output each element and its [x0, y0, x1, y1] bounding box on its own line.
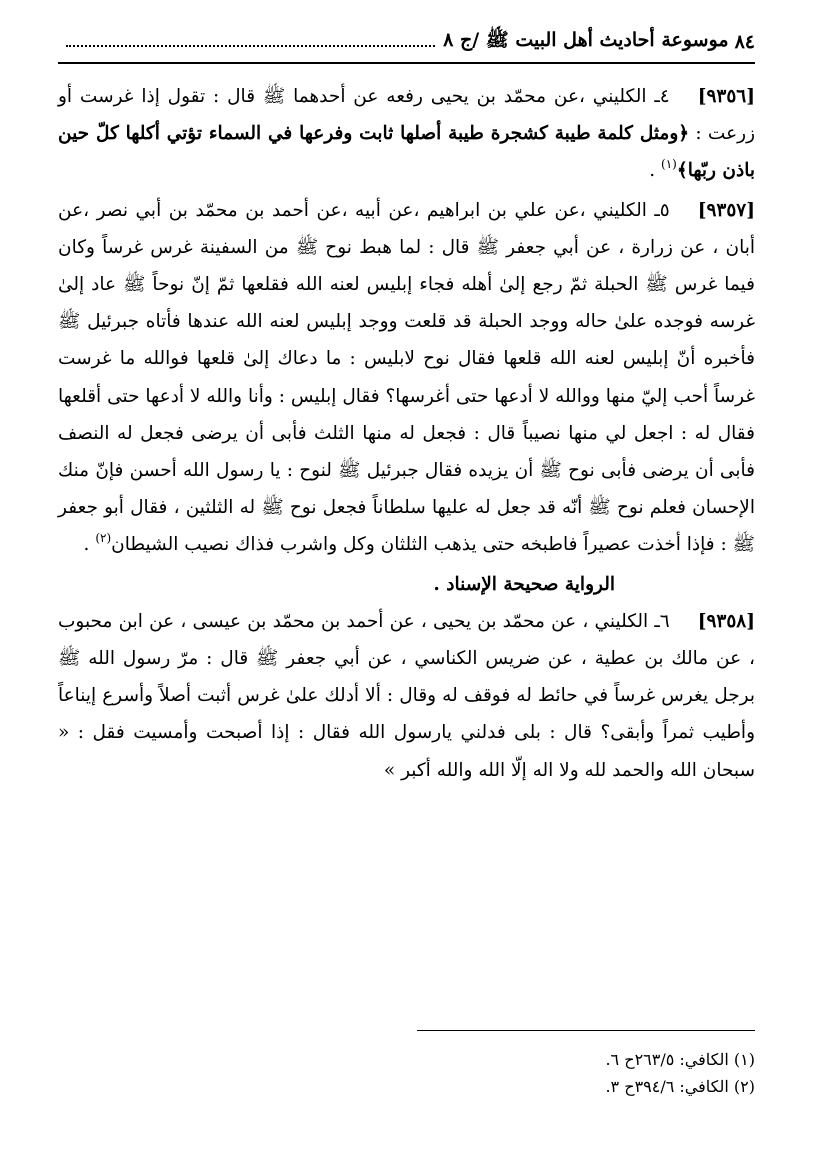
- hadith-9357: [58, 192, 755, 566]
- header-dotted-leader: [66, 45, 435, 47]
- hadith-text: ٥ـ الكليني ،عن علي بن ابراهيم ،عن أبيه ،عن أحمد بن محمّد بن أبي نصر ،عن أبان ، عن زرارة ، عن أبي جعفر ﷺ قال : لما هبط نوح ﷺ من السفينة غرس غرساً وكان فيما غرس ﷺ الحبلة ثمّ رجع إلىٰ أهله فجاء إبليس لعنه الله فقلعها ثمّ إنّ نوحاً ﷺ عاد إلىٰ غرسه فوجده علىٰ حاله ووجد الحبلة قد قلعت ووجد إبليس لعنه الله عندها فأتاه جبرئيل ﷺ فأخبره أنّ إبليس لعنه الله قلعها فقال نوح لابليس : ما دعاك إلىٰ قلعها فوالله ما غرست غرساً أحب إليّ منها ووالله لا أدعها حتى أغرسها؟ فقال إبليس : وأنا والله لا أدعها حتى أقلعها فقال له : اجعل لي منها نصيباً قال : فجعل له منها الثلث فأبى أن يرضى فجعل له النصف فأبى أن يرضى فأبى نوح ﷺ أن يزيده فقال جبرئيل ﷺ لنوح : يا رسول الله أحسن فإنّ منك الإحسان فعلم نوح ﷺ أنّه قد جعل له عليها سلطاناً فجعل نوح ﷺ له الثلثين ، فقال أبو جعفر ﷺ : فإذا أخذت عصيراً فاطبخه حتى يذهب الثلثان وكل واشرب فذاك نصيب الشيطان: [58, 199, 755, 556]
- isnad-grading: الرواية صحيحة الإسناد .: [433, 573, 615, 595]
- hadith-number: [٩٣٥٨]: [697, 610, 755, 632]
- quran-verse: ﴿ومثل كلمة طيبة كشجرة طيبة أصلها ثابت وفرعها في السماء تؤتي أكلها كلّ حين باذن ربّها﴾: [58, 123, 755, 182]
- hadith-tail: .: [649, 160, 656, 182]
- hadith-number: [٩٣٥٧]: [697, 199, 755, 221]
- footnote-separator: [417, 1030, 755, 1031]
- running-header: [58, 22, 755, 64]
- footnote-ref-1: (١): [661, 157, 677, 172]
- page-body: [58, 78, 755, 789]
- hadith-9356: [58, 78, 755, 192]
- hadith-9358: [58, 603, 755, 789]
- footnotes: [58, 1046, 755, 1100]
- hadith-number: [٩٣٥٦]: [697, 86, 755, 107]
- hadith-lead-text: ٤ـ الكليني ،عن محمّد بن يحيى رفعه عن أحدهما ﷺ قال : تقول إذا غرست أو زرعت :: [58, 86, 756, 145]
- page-number: ٨٤: [734, 31, 755, 53]
- footnote-1: (١) الكافي: ٢٦٣/٥ح ٦.: [605, 1050, 755, 1069]
- footnote-2: (٢) الكافي: ٣٩٤/٦ح ٣.: [605, 1077, 755, 1096]
- hadith-tail: .: [83, 534, 90, 556]
- book-title: موسوعة أحاديث أهل البيت ﷺ /ج ٨: [443, 29, 729, 51]
- hadith-text: ٦ـ الكليني ، عن محمّد بن يحيى ، عن أحمد بن محمّد بن عيسى ، عن ابن محبوب ، عن مالك بن عطية ، عن ضريس الكناسي ، عن أبي جعفر ﷺ قال : مرّ رسول الله ﷺ برجل يغرس غرساً في حائط له فوقف له وقال : ألا أدلك علىٰ غرس أثبت أصلاً وأسرع إيناعاً وأطيب ثمراً وأبقى؟ قال : بلى فدلني يارسول الله فقال : إذا أصبحت وأمسيت فقل : « سبحان الله والحمد لله ولا اله إلّا الله والله أكبر »: [58, 610, 755, 781]
- footnote-ref-2: (٢): [95, 531, 112, 546]
